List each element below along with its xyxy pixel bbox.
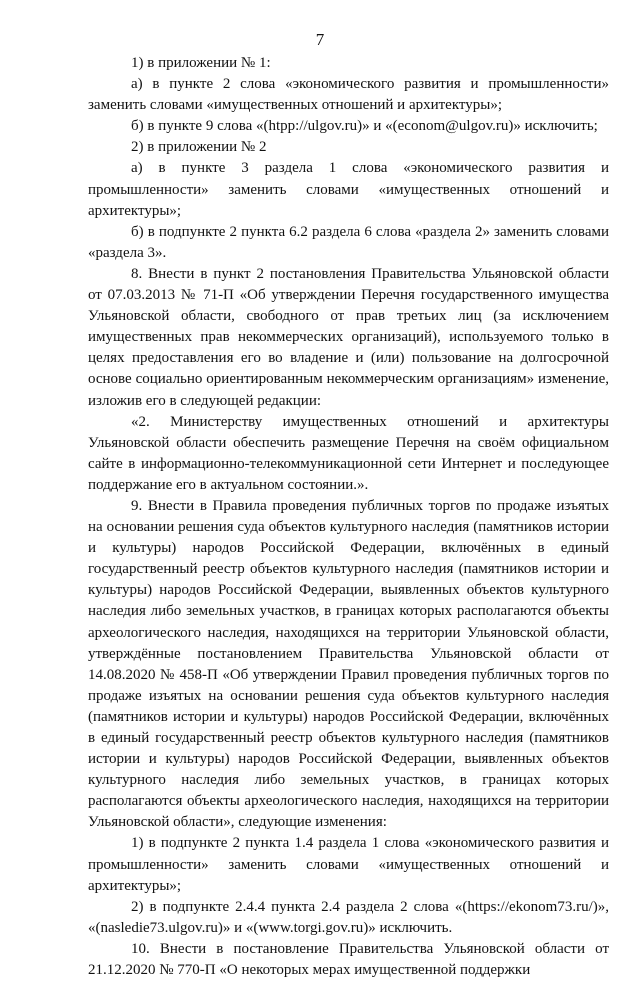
paragraph-annex-1: 1) в приложении № 1: xyxy=(131,55,271,71)
paragraph-annex-2-a: а) в пункте 3 раздела 1 слова «экономического развития и промышленности» заменить словами «имущественных отношений и архитектуры»; xyxy=(88,160,609,219)
paragraph-annex-2-b: б) в подпункте 2 пункта 6.2 раздела 6 слова «раздела 2» заменить словами «раздела 3». xyxy=(88,223,609,261)
paragraph-item-9: 9. Внести в Правила проведения публичных торгов по продаже изъятых на основании решения суда объектов культурного наследия (памятников истории и культуры) народов Российской Федерации, включённых в единый государственный реестр объектов культурного наследия (памятников истории и культуры) народов Российской Федерации, выявленных объектов культурного наследия либо земельных участков, в границах которых располагаются объекты археологического наследия, находящихся на территории Ульяновской области, утверждённые постановлением Правительства Ульяновской области от 14.08.2020 № 458-П «Об утверждении Правил проведения публичных торгов по продаже изъятых на основании решения суда объектов культурного наследия (памятников истории и культуры) народов Российской Федерации, включённых в единый государственный реестр объектов культурного наследия (памятников истории и культуры) народов Российской Федерации, выявленных объектов культурного наследия либо земельных участков, в границах которых располагаются объекты археологического наследия, находящихся на территории Ульяновской области», следующие изменения: xyxy=(88,497,609,831)
paragraph-item-9-1: 1) в подпункте 2 пункта 1.4 раздела 1 слова «экономического развития и промышленности» заменить словами «имущественных отношений и архитектуры»; xyxy=(88,835,609,894)
paragraph-item-8-quote: «2. Министерству имущественных отношений и архитектуры Ульяновской области обеспечить размещение Перечня на своём официальном сайте в информационно-телекоммуникационной сети Интернет и последующее поддержание его в актуальном состоянии.». xyxy=(88,413,609,493)
page-number: 7 xyxy=(315,30,325,49)
paragraph-annex-1-b: б) в пункте 9 слова «(htpp://ulgov.ru)» и «(econom@ulgov.ru)» исключить; xyxy=(131,118,598,135)
paragraph-item-8: 8. Внести в пункт 2 постановления Правительства Ульяновской области от 07.03.2013 № 71-П «Об утверждении Перечня государственного имущества Ульяновской области, свободного от прав третьих лиц (за исключением имущественных прав некоммерческих организаций), используемого только в целях предоставления его во владение и (или) пользование на долгосрочной основе социально ориентированным некоммерческим организациям» изменение, изложив его в следующей редакции: xyxy=(88,265,609,409)
paragraph-item-9-2: 2) в подпункте 2.4.4 пункта 2.4 раздела 2 слова «(https://ekonom73.ru/)», «(nasledie73.ulgov.ru)» и «(www.torgi.gov.ru)» исключить. xyxy=(88,898,609,936)
paragraph-annex-2: 2) в приложении № 2 xyxy=(131,139,267,156)
document-body xyxy=(88,53,609,981)
paragraph-annex-1-a: а) в пункте 2 слова «экономического развития и промышленности» заменить словами «имущественных отношений и архитектуры»; xyxy=(88,76,609,114)
paragraph-item-10: 10. Внести в постановление Правительства Ульяновской области от 21.12.2020 № 770-П «О некоторых мерах имущественной поддержки xyxy=(88,940,609,979)
